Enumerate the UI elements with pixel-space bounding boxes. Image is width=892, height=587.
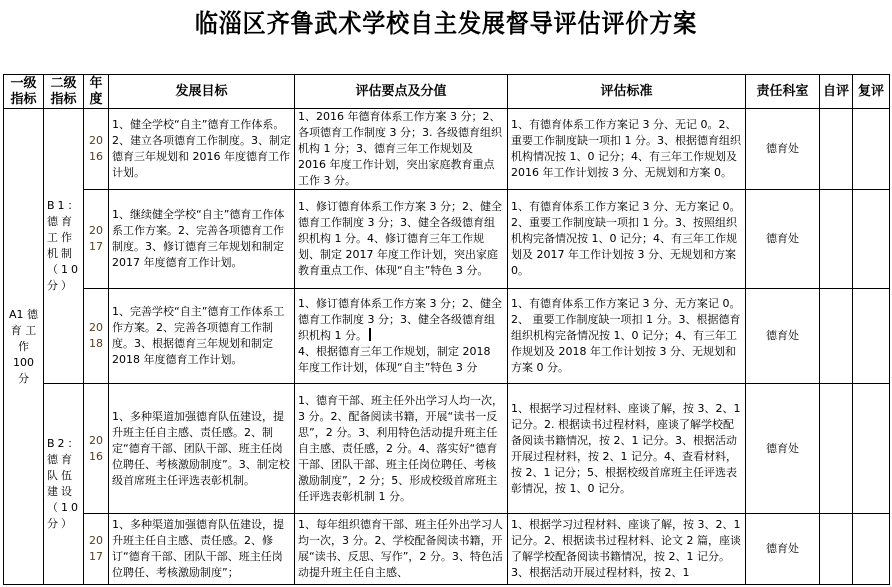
review-cell[interactable] xyxy=(853,109,890,190)
goal-cell: 1、继续健全学校“自主”德育工作体系工作方案。2、完善各项德育工作制度。3、修订德育三年规划和制定 2017 年度德育工作计划。 xyxy=(109,190,295,289)
standard-cell: 1、根据学习过程材料、座谈了解，按 3、2、1 记分。2. 根据读书过程材料，座谈了解学校配备阅读书籍情况，按 2、1 记分。3、根据活动开展过程材料，按 2、1 记分。4、查看材料，按 2、1 记分；5、根据校级首席班主任评选表彰情况，按 1、0 记分。 xyxy=(508,384,746,514)
table-row xyxy=(4,190,890,289)
points-cell: 1、2016 年德育体系工作方案 3 分；2、各项德育工作制度 3 分；3. 各级德育组织机构 1 分；3、德育三年工作规划及 2016 年度工作计划，突出家庭教育重点工作 3 分。 xyxy=(295,109,508,190)
goal-cell: 1、完善学校“自主”德育工作体系工作方案。2、完善各项德育工作制度。3、根据德育三年规划和制定 2018 年度德育工作计划。 xyxy=(109,289,295,384)
points-cell[interactable]: 1、修订德育体系工作方案 3 分；2、健全德育工作制度 3 分；3、健全各级德育组织机构 1 分。 4、根据德育三年工作规划，制定 2018 年度工作计划，体现“自主”特色 3 分 xyxy=(295,289,508,384)
document-title: 临淄区齐鲁武术学校自主发展督导评估评价方案 xyxy=(194,9,698,38)
year-cell: 20 16 xyxy=(84,109,109,190)
header-level1: 一级指标 xyxy=(4,75,44,109)
table-row xyxy=(4,384,890,514)
header-review: 复评 xyxy=(853,75,890,109)
goal-cell: 1、多种渠道加强德育队伍建设，提升班主任自主感、责任感。2、修订“德育干部、团队干部、班主任岗位聘任、考核激励制度”； xyxy=(109,514,295,585)
points-cell: 1、每年组织德育干部、班主任外出学习人均一次，3 分。2、学校配备阅读书籍，开展“读书、反思、写作”，2 分。3、特色活动提升班主任自主感、 xyxy=(295,514,508,585)
table-row xyxy=(4,514,890,585)
self-eval-cell[interactable] xyxy=(820,190,853,289)
table-row xyxy=(4,289,890,384)
year-cell: 20 17 xyxy=(84,190,109,289)
header-row xyxy=(4,75,890,109)
self-eval-cell[interactable] xyxy=(820,289,853,384)
text-cursor xyxy=(369,328,371,341)
review-cell[interactable] xyxy=(853,514,890,585)
points-cell: 1、德育干部、班主任外出学习人均一次，3 分。2、配备阅读书籍，开展“读书一反思”，2 分。3、利用特色活动提升班主任自主感、责任感，2 分。4、落实好“德育干部、团队干部、班主任岗位聘任、考核激励制度”，2 分；5、形成校级首席班主任评选表彰机制 1 分。 xyxy=(295,384,508,514)
self-eval-cell[interactable] xyxy=(820,384,853,514)
header-standard: 评估标准 xyxy=(508,75,746,109)
department-cell: 德育处 xyxy=(746,384,820,514)
points-cell: 1、修订德育体系工作方案 3 分；2、健全德育工作制度 3 分；3、健全各级德育组织机构 1 分。4、修订德育三年工作规划、制定 2017 年度工作计划，突出家庭教育重点工作、体现“自主”特色 3 分。 xyxy=(295,190,508,289)
year-cell: 20 17 xyxy=(84,514,109,585)
self-eval-cell[interactable] xyxy=(820,109,853,190)
review-cell[interactable] xyxy=(853,384,890,514)
year-cell: 20 18 xyxy=(84,289,109,384)
level2-b2: B2：德育队伍建设（10分） xyxy=(44,384,84,585)
header-self-eval: 自评 xyxy=(820,75,853,109)
department-cell: 德育处 xyxy=(746,109,820,190)
department-cell: 德育处 xyxy=(746,289,820,384)
level2-b1: B1：德育工作机制（10分） xyxy=(44,109,84,384)
self-eval-cell[interactable] xyxy=(820,514,853,585)
goal-cell: 1、健全学校“自主”德育工作体系。2、建立各项德育工作制度。3、制定德育三年规划和 2016 年度德育工作计划。 xyxy=(109,109,295,190)
evaluation-table xyxy=(3,74,890,585)
level1-a1: A1 德育 工作 100 分 xyxy=(4,109,44,585)
table-row xyxy=(4,109,890,190)
year-cell: 20 16 xyxy=(84,384,109,514)
department-cell: 德育处 xyxy=(746,190,820,289)
standard-cell: 1、有德育体系工作方案记 3 分、无方案记 0。2、 重要工作制度缺一项扣 1 分。3、根据德育组织机构完备情况按 1、0 记分；4、有三年工作规划及 2018 年工作计划按 3 分、无规划和方案 0 分。 xyxy=(508,289,746,384)
header-points: 评估要点及分值 xyxy=(295,75,508,109)
review-cell[interactable] xyxy=(853,190,890,289)
department-cell: 德育处 xyxy=(746,514,820,585)
standard-cell: 1、根据学习过程材料、座谈了解，按 3、2、1 记分。2、根据读书过程材料、论文 2 篇，座谈了解学校配备阅读书籍情况，按 2、1 记分。3、根据活动开展过程材料，按 2、1 xyxy=(508,514,746,585)
header-goal: 发展目标 xyxy=(109,75,295,109)
goal-cell: 1、多种渠道加强德育队伍建设，提升班主任自主感、责任感。2、制定“德育干部、团队干部、班主任岗位聘任、考核激励制度”。3、制定校级首席班主任评选表彰机制。 xyxy=(109,384,295,514)
header-level2: 二级指标 xyxy=(44,75,84,109)
header-year: 年度 xyxy=(84,75,109,109)
review-cell[interactable] xyxy=(853,289,890,384)
standard-cell: 1、有德育体系工作方案记 3 分、无方案记 0。2、重要工作制度缺一项扣 1 分。3、按照组织机构完备情况按 1、0 记分；4、有三年工作规划及 2017 年工作计划按 3 分、无规划和方案 0。 xyxy=(508,190,746,289)
standard-cell: 1、有德育体系工作方案记 3 分、无记 0。2、重要工作制度缺一项扣 1 分。3、根据德育组织机构情况按 1、0 记分；4、有三年工作规划及 2016 年工作计划按 3 分、无规划和方案 0。 xyxy=(508,109,746,190)
header-department: 责任科室 xyxy=(746,75,820,109)
